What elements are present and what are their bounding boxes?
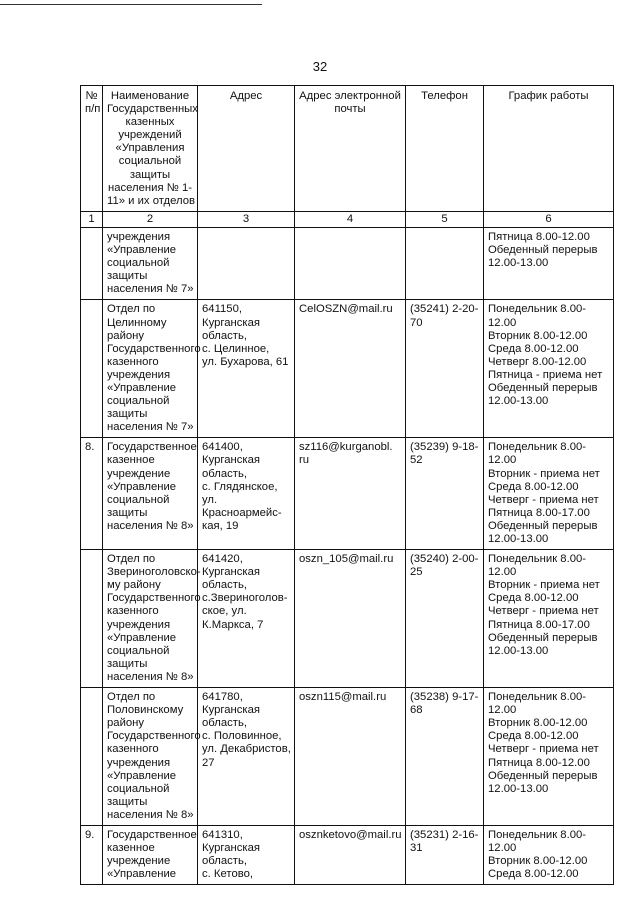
table-row <box>81 550 614 688</box>
cell-line: Курганская <box>202 316 261 329</box>
cell-line: oszn115@mail.ru <box>299 691 387 704</box>
cell-line: 27 <box>202 756 215 769</box>
cell-line: Понедельник 8.00- <box>488 303 587 316</box>
institution-name <box>103 300 201 438</box>
cell-line: Понедельник 8.00- <box>488 691 587 704</box>
cell-line: почты <box>334 103 366 116</box>
cell-line: ул. Бухарова, 61 <box>202 355 289 368</box>
cell-line: область, <box>202 579 247 592</box>
cell-line: oszn_105@mail.ru <box>299 553 394 566</box>
email-address <box>295 438 406 550</box>
cell-line: ское, ул. <box>202 605 247 618</box>
row-number <box>81 438 103 550</box>
cell-line: учреждения <box>107 230 171 243</box>
cell-line: Государственного <box>107 592 201 605</box>
work-schedule <box>484 550 614 688</box>
cell-line: Вторник 8.00-12.00 <box>488 855 588 868</box>
cell-line: 12.00 <box>488 566 517 579</box>
column-number-row <box>81 211 614 227</box>
cell-line: 31 <box>410 842 423 855</box>
cell-line: району <box>107 717 145 730</box>
cell-line: защиты <box>107 408 148 421</box>
cell-line: «Управление <box>107 868 177 881</box>
institutions-table <box>80 85 614 885</box>
cell-line: 52 <box>410 454 423 467</box>
cell-line: Вторник 8.00-12.00 <box>488 329 588 342</box>
cell-line: кая, 19 <box>202 519 239 532</box>
header-num <box>81 86 103 212</box>
cell-line: казенных <box>125 116 175 129</box>
cell-line: 8. <box>85 441 95 454</box>
email-address <box>295 688 406 826</box>
email-address <box>295 300 406 438</box>
email-address <box>295 227 406 299</box>
postal-address <box>198 300 295 438</box>
cell-line: Звериноголовско- <box>107 566 201 579</box>
cell-line: Среда 8.00-12.00 <box>488 730 579 743</box>
postal-address <box>198 227 295 299</box>
cell-line: (35231) 2-16- <box>410 828 479 841</box>
cell-line: (35241) 2-20- <box>410 303 479 316</box>
cell-line: Отдел по <box>107 691 156 704</box>
cell-line: социальной <box>107 493 170 506</box>
cell-line: Курганская <box>202 842 261 855</box>
column-number: 1 <box>81 211 103 227</box>
cell-line: казенное <box>107 454 155 467</box>
column-number: 3 <box>198 211 295 227</box>
cell-line: защиты <box>129 168 171 181</box>
cell-line: Пятница - приема нет <box>488 368 603 381</box>
column-number: 5 <box>406 211 484 227</box>
cell-line: область, <box>202 717 247 730</box>
cell-line: Среда 8.00-12.00 <box>488 592 579 605</box>
work-schedule <box>484 825 614 884</box>
cell-line: 12.00 <box>488 842 517 855</box>
cell-line: Курганская <box>202 704 261 717</box>
phone-number <box>406 825 484 884</box>
cell-line: Вторник - приема нет <box>488 579 600 592</box>
cell-line: му району <box>107 579 161 592</box>
cell-line: Четверг - приема нет <box>488 493 599 506</box>
cell-line: Обеденный перерыв <box>488 769 598 782</box>
cell-line: социальной <box>107 782 170 795</box>
institution-name <box>103 688 201 826</box>
cell-line: населения № 8» <box>107 670 194 683</box>
work-schedule <box>484 300 614 438</box>
row-number <box>81 825 103 884</box>
work-schedule <box>484 227 614 299</box>
cell-line: 12.00-13.00 <box>488 644 549 657</box>
cell-line: 25 <box>410 566 423 579</box>
cell-line: с. Половинное, <box>202 730 282 743</box>
cell-line: Среда 8.00-12.00 <box>488 868 579 881</box>
top-rule <box>0 4 262 5</box>
institution-name <box>103 438 198 550</box>
cell-line: 641400, <box>202 441 243 454</box>
cell-line: 12.00-13.00 <box>488 782 549 795</box>
cell-line: Пятница 8.00-12.00 <box>488 756 590 769</box>
cell-line: 641780, <box>202 691 243 704</box>
cell-line: Пятница 8.00-17.00 <box>488 618 590 631</box>
row-number <box>81 300 103 438</box>
column-number: 2 <box>103 211 198 227</box>
cell-line: Отдел по <box>107 303 156 316</box>
cell-line: Пятница 8.00-12.00 <box>488 230 590 243</box>
cell-line: 12.00 <box>488 704 517 717</box>
cell-line: с. Кетово, <box>202 868 254 881</box>
cell-line: 641310, <box>202 828 243 841</box>
cell-line: населения № 7» <box>107 421 194 434</box>
cell-line: 641420, <box>202 553 243 566</box>
institution-name <box>103 825 198 884</box>
cell-line: «Управление <box>107 631 177 644</box>
cell-line: Обеденный перерыв <box>488 244 598 257</box>
row-number <box>81 688 103 826</box>
cell-line: 68 <box>410 704 423 717</box>
cell-line: населения № 8» <box>107 519 194 532</box>
cell-line: Четверг 8.00-12.00 <box>488 355 587 368</box>
cell-line: Государственного <box>107 342 201 355</box>
cell-line: защиты <box>107 795 148 808</box>
header-schedule <box>484 86 614 212</box>
cell-line: «Управление <box>107 244 177 257</box>
email-address <box>295 550 406 688</box>
cell-line: Отдел по <box>107 553 156 566</box>
cell-line: с.Звериноголов- <box>202 592 288 605</box>
cell-line: oszn​ketovo@mail.ru <box>299 828 402 841</box>
header-phone <box>406 86 484 212</box>
cell-line: п/п <box>85 103 101 116</box>
cell-line: Адрес электронной <box>299 90 401 102</box>
cell-line: № <box>85 90 98 102</box>
cell-line: Государственное <box>107 828 197 841</box>
cell-line: «Управления <box>115 142 185 155</box>
cell-line: Обеденный перерыв <box>488 631 598 644</box>
header-address <box>198 86 295 212</box>
cell-line: 12.00-13.00 <box>488 395 549 408</box>
cell-line: (35238) 9-17- <box>410 691 479 704</box>
cell-line: Государственного <box>107 730 201 743</box>
cell-line: область, <box>202 329 247 342</box>
cell-line: Вторник - приема нет <box>488 467 600 480</box>
table-row <box>81 688 614 826</box>
phone-number <box>406 300 484 438</box>
cell-line: защиты <box>107 657 148 670</box>
table-row <box>81 825 614 884</box>
cell-line: (35239) 9-18- <box>410 441 479 454</box>
cell-line: 12.00 <box>488 454 517 467</box>
cell-line: График работы <box>508 90 589 102</box>
cell-line: казенного <box>107 355 159 368</box>
postal-address <box>198 825 295 884</box>
cell-line: казенного <box>107 605 159 618</box>
cell-line: CelOSZN@mail.ru <box>299 303 393 316</box>
cell-line: казенное <box>107 842 155 855</box>
cell-line: защиты <box>107 506 148 519</box>
cell-line: казенного <box>107 743 159 756</box>
cell-line: ru <box>299 454 310 467</box>
work-schedule <box>484 688 614 826</box>
cell-line: 70 <box>410 316 423 329</box>
cell-line: Телефон <box>421 90 468 102</box>
cell-line: 11» и их отделов <box>107 194 196 207</box>
cell-line: ул. Декабристов, <box>202 743 291 756</box>
cell-line: учреждения <box>107 756 171 769</box>
cell-line: Наименование <box>110 90 190 102</box>
cell-line: с. Глядянское, <box>202 480 278 493</box>
cell-line: 12.00-13.00 <box>488 257 549 270</box>
postal-address <box>198 550 295 688</box>
cell-line: Среда 8.00-12.00 <box>488 342 579 355</box>
column-number: 4 <box>295 211 406 227</box>
postal-address <box>198 688 295 826</box>
cell-line: область, <box>202 855 247 868</box>
cell-line: 641150, <box>202 303 242 316</box>
cell-line: защиты <box>107 270 148 283</box>
cell-line: населения № 8» <box>107 808 194 821</box>
column-number: 6 <box>484 211 614 227</box>
cell-line: Понедельник 8.00- <box>488 553 587 566</box>
row-number <box>81 550 103 688</box>
institution-name <box>103 550 201 688</box>
cell-line: К.Маркса, 7 <box>202 618 264 631</box>
header-name <box>103 86 198 212</box>
cell-line: Понедельник 8.00- <box>488 828 587 841</box>
cell-line: учреждения <box>107 368 171 381</box>
cell-line: социальной <box>107 395 170 408</box>
header-row <box>81 86 614 212</box>
cell-line: населения № 1- <box>107 181 193 194</box>
cell-line: Обеденный перерыв <box>488 381 598 394</box>
cell-line: району <box>107 329 145 342</box>
cell-line: социальной <box>118 155 182 168</box>
cell-line: Половинскому <box>107 704 184 717</box>
cell-line: Пятница 8.00-17.00 <box>488 506 590 519</box>
cell-line: с. Целинное, <box>202 342 270 355</box>
cell-line: Среда 8.00-12.00 <box>488 480 579 493</box>
cell-line: населения № 7» <box>107 283 194 296</box>
cell-line: Государственных <box>107 103 198 116</box>
cell-line: «Управление <box>107 769 177 782</box>
cell-line: Красноармейс- <box>202 506 282 519</box>
cell-line: ул. <box>202 493 218 506</box>
cell-line: Четверг - приема нет <box>488 605 599 618</box>
cell-line: учреждения <box>107 618 171 631</box>
cell-line: «Управление <box>107 381 177 394</box>
work-schedule <box>484 438 614 550</box>
cell-line: Целинному <box>107 316 167 329</box>
cell-line: Четверг - приема нет <box>488 743 599 756</box>
cell-line: (35240) 2-00- <box>410 553 479 566</box>
cell-line: sz116@kurganobl. <box>299 441 393 454</box>
postal-address <box>198 438 295 550</box>
cell-line: Обеденный перерыв <box>488 519 598 532</box>
cell-line: учреждение <box>107 855 171 868</box>
cell-line: социальной <box>107 644 170 657</box>
row-number <box>81 227 103 299</box>
phone-number <box>406 688 484 826</box>
cell-line: Понедельник 8.00- <box>488 441 587 454</box>
cell-line: Курганская <box>202 566 261 579</box>
cell-line: 12.00-13.00 <box>488 533 549 545</box>
cell-line: учреждений <box>118 129 182 142</box>
page-number: 32 <box>312 59 328 74</box>
cell-line: Вторник 8.00-12.00 <box>488 717 588 730</box>
email-address <box>295 825 406 884</box>
table-row <box>81 227 614 299</box>
cell-line: область, <box>202 467 247 480</box>
cell-line: 9. <box>85 828 95 841</box>
institution-name <box>103 227 198 299</box>
cell-line: Курганская <box>202 454 261 467</box>
cell-line: «Управление <box>107 480 177 493</box>
phone-number <box>406 227 484 299</box>
table-row <box>81 438 614 550</box>
phone-number <box>406 438 484 550</box>
cell-line: учреждение <box>107 467 171 480</box>
cell-line: 12.00 <box>488 316 517 329</box>
table-row <box>81 300 614 438</box>
header-email <box>295 86 406 212</box>
cell-line: социальной <box>107 257 170 270</box>
cell-line: Государственное <box>107 441 197 454</box>
cell-line: Адрес <box>229 90 263 102</box>
phone-number <box>406 550 484 688</box>
